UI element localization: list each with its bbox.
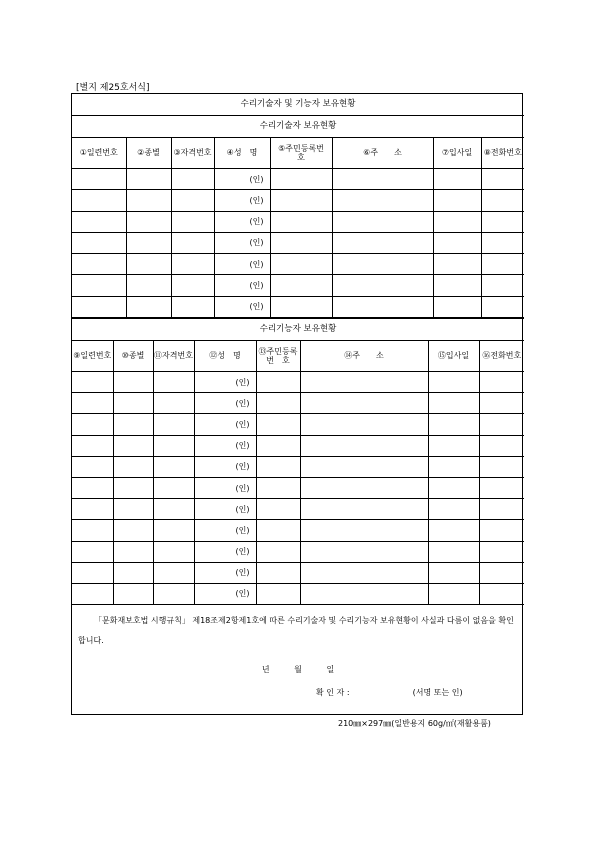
name-seal-cell[interactable]: (인) [214, 275, 270, 296]
table-cell[interactable] [332, 190, 433, 211]
table-cell[interactable] [72, 541, 113, 562]
table-cell[interactable] [171, 254, 214, 275]
technician_section-header-5: ⑤주민등록번 호 [270, 138, 332, 169]
table-cell[interactable] [479, 372, 524, 393]
table-cell[interactable] [332, 254, 433, 275]
name-seal-cell[interactable]: (인) [214, 254, 270, 275]
craftsman_section-header-4: ⑫성 명 [194, 341, 256, 372]
table-cell[interactable] [428, 499, 479, 520]
technician-table [72, 94, 524, 318]
table-cell[interactable] [481, 254, 524, 275]
table-cell[interactable] [256, 541, 300, 562]
confirmer-label: 확 인 자 : [316, 688, 350, 698]
table-cell[interactable] [72, 393, 113, 414]
table-row [72, 232, 524, 253]
name-seal-cell[interactable]: (인) [194, 562, 256, 583]
table-cell[interactable] [153, 541, 194, 562]
table-cell[interactable] [72, 414, 113, 435]
table-cell[interactable] [300, 478, 428, 499]
technician_section-header-1: ①일련번호 [72, 138, 126, 169]
table-cell[interactable] [113, 414, 153, 435]
table-cell[interactable] [479, 414, 524, 435]
table-cell[interactable] [126, 296, 171, 317]
table-cell[interactable] [153, 499, 194, 520]
table-row [72, 393, 524, 414]
table-row [72, 478, 524, 499]
table-cell[interactable] [481, 275, 524, 296]
form-container [71, 93, 523, 715]
table-cell[interactable] [428, 393, 479, 414]
technician_section-header-3: ③자격번호 [171, 138, 214, 169]
table-cell[interactable] [113, 541, 153, 562]
table-cell[interactable] [171, 296, 214, 317]
table-cell[interactable] [72, 520, 113, 541]
table-row [72, 169, 524, 190]
table-cell[interactable] [72, 372, 113, 393]
table-cell[interactable] [126, 275, 171, 296]
table-row [72, 211, 524, 232]
table-cell[interactable] [481, 296, 524, 317]
table-cell[interactable] [72, 456, 113, 477]
name-seal-cell[interactable]: (인) [214, 190, 270, 211]
table-cell[interactable] [72, 190, 126, 211]
table-cell[interactable] [300, 520, 428, 541]
table-cell[interactable] [256, 456, 300, 477]
paper-spec-footnote: 210㎜×297㎜(일반용지 60g/㎡(재활용품) [338, 719, 491, 728]
table-cell[interactable] [171, 211, 214, 232]
technician_section-header-8: ⑧전화번호 [481, 138, 524, 169]
name-seal-cell[interactable]: (인) [194, 456, 256, 477]
table-cell[interactable] [433, 275, 481, 296]
table-cell[interactable] [72, 478, 113, 499]
craftsman_section-header-3: ⑪자격번호 [153, 341, 194, 372]
table-cell[interactable] [479, 478, 524, 499]
craftsman_section-header-1: ⑨일련번호 [72, 341, 113, 372]
table-cell[interactable] [171, 275, 214, 296]
table-cell[interactable] [270, 190, 332, 211]
table-cell[interactable] [153, 435, 194, 456]
table-row [72, 435, 524, 456]
table-cell[interactable] [433, 169, 481, 190]
table-cell[interactable] [113, 435, 153, 456]
table-cell[interactable] [332, 296, 433, 317]
table-cell[interactable] [126, 232, 171, 253]
table-cell[interactable] [270, 232, 332, 253]
table-cell[interactable] [270, 254, 332, 275]
craftsman_section-header-5: ⑬주민등록번 호 [256, 341, 300, 372]
table-cell[interactable] [428, 456, 479, 477]
table-cell[interactable] [171, 169, 214, 190]
name-seal-cell[interactable]: (인) [194, 372, 256, 393]
name-seal-cell[interactable]: (인) [194, 541, 256, 562]
table-cell[interactable] [433, 296, 481, 317]
table-cell[interactable] [126, 169, 171, 190]
table-cell[interactable] [72, 435, 113, 456]
table-cell[interactable] [72, 254, 126, 275]
table-cell[interactable] [113, 478, 153, 499]
table-cell[interactable] [332, 169, 433, 190]
craftsman-table [72, 318, 524, 718]
table-cell[interactable] [270, 296, 332, 317]
table-cell[interactable] [126, 211, 171, 232]
craftsman_section-header-7: ⑮입사일 [428, 341, 479, 372]
confirmation-block [72, 605, 524, 719]
name-seal-cell[interactable]: (인) [214, 232, 270, 253]
table-cell[interactable] [113, 456, 153, 477]
table-cell[interactable] [433, 211, 481, 232]
form-title: 수리기술자 및 기능자 보유현황 [72, 94, 524, 116]
table-cell[interactable] [72, 583, 113, 604]
table-cell[interactable] [153, 414, 194, 435]
table-cell[interactable] [72, 211, 126, 232]
table-cell[interactable] [72, 232, 126, 253]
name-seal-cell[interactable]: (인) [194, 520, 256, 541]
table-cell[interactable] [72, 275, 126, 296]
craftsman_section-header-8: ⑯전화번호 [479, 341, 524, 372]
table-row [72, 254, 524, 275]
table-cell[interactable] [270, 211, 332, 232]
table-cell[interactable] [113, 520, 153, 541]
table-cell[interactable] [300, 435, 428, 456]
table-cell[interactable] [153, 478, 194, 499]
table-cell[interactable] [171, 190, 214, 211]
table-cell[interactable] [428, 562, 479, 583]
table-cell[interactable] [256, 414, 300, 435]
name-seal-cell[interactable]: (인) [194, 435, 256, 456]
confirmation-text: 「문화재보호법 시행규칙」 제18조제2항제1호에 따른 수리기술자 및 수리기능자 보유현황이 사실과 다름이 없음을 확인합니다. [78, 616, 514, 646]
table-cell[interactable] [479, 393, 524, 414]
name-seal-cell[interactable]: (인) [194, 414, 256, 435]
table-cell[interactable] [428, 583, 479, 604]
table-cell[interactable] [428, 435, 479, 456]
form-number-label: [별지 제25호서식] [76, 83, 150, 93]
table-cell[interactable] [300, 562, 428, 583]
table-cell[interactable] [256, 583, 300, 604]
table-cell[interactable] [270, 169, 332, 190]
table-cell[interactable] [428, 372, 479, 393]
table-cell[interactable] [479, 541, 524, 562]
table-cell[interactable] [428, 520, 479, 541]
table-cell[interactable] [300, 456, 428, 477]
technician_section-header-6: ⑥주 소 [332, 138, 433, 169]
table-row [72, 456, 524, 477]
table-cell[interactable] [113, 499, 153, 520]
table-cell[interactable] [428, 541, 479, 562]
signature-field[interactable]: (서명 또는 인) [412, 688, 463, 698]
technician-section-title: 수리기술자 보유현황 [72, 116, 524, 138]
table-cell[interactable] [72, 499, 113, 520]
table-cell[interactable] [270, 275, 332, 296]
table-cell[interactable] [153, 393, 194, 414]
table-cell[interactable] [113, 372, 153, 393]
name-seal-cell[interactable]: (인) [194, 583, 256, 604]
table-cell[interactable] [256, 372, 300, 393]
technician_section-header-2: ②종별 [126, 138, 171, 169]
table-cell[interactable] [153, 520, 194, 541]
technician_section-header-7: ⑦입사일 [433, 138, 481, 169]
table-cell[interactable] [332, 275, 433, 296]
craftsman-section-title: 수리기능자 보유현황 [72, 319, 524, 341]
table-cell[interactable] [300, 541, 428, 562]
table-cell[interactable] [433, 254, 481, 275]
table-row [72, 275, 524, 296]
table-cell[interactable] [300, 393, 428, 414]
table-cell[interactable] [72, 169, 126, 190]
table-cell[interactable] [153, 583, 194, 604]
table-cell[interactable] [153, 372, 194, 393]
table-cell[interactable] [433, 232, 481, 253]
table-cell[interactable] [481, 190, 524, 211]
table-cell[interactable] [481, 211, 524, 232]
table-cell[interactable] [332, 232, 433, 253]
table-row [72, 414, 524, 435]
name-seal-cell[interactable]: (인) [214, 211, 270, 232]
table-cell[interactable] [300, 414, 428, 435]
table-cell[interactable] [126, 254, 171, 275]
table-row [72, 541, 524, 562]
table-row [72, 562, 524, 583]
table-cell[interactable] [153, 456, 194, 477]
table-cell[interactable] [479, 499, 524, 520]
table-cell[interactable] [256, 393, 300, 414]
table-cell[interactable] [113, 562, 153, 583]
table-row [72, 520, 524, 541]
table-cell[interactable] [72, 562, 113, 583]
table-row [72, 372, 524, 393]
table-cell[interactable] [300, 372, 428, 393]
table-cell[interactable] [113, 583, 153, 604]
table-cell[interactable] [428, 414, 479, 435]
name-seal-cell[interactable]: (인) [214, 296, 270, 317]
table-cell[interactable] [126, 190, 171, 211]
table-row [72, 296, 524, 317]
table-cell[interactable] [479, 435, 524, 456]
table-cell[interactable] [300, 583, 428, 604]
table-cell[interactable] [256, 562, 300, 583]
craftsman_section-header-2: ⑩종별 [113, 341, 153, 372]
craftsman_section-header-6: ⑭주 소 [300, 341, 428, 372]
table-cell[interactable] [256, 520, 300, 541]
table-cell[interactable] [479, 520, 524, 541]
name-seal-cell[interactable]: (인) [214, 169, 270, 190]
table-cell[interactable] [479, 562, 524, 583]
date-line: 년 월 일 [261, 665, 335, 675]
table-cell[interactable] [433, 190, 481, 211]
name-seal-cell[interactable]: (인) [194, 393, 256, 414]
table-cell[interactable] [256, 435, 300, 456]
table-cell[interactable] [72, 296, 126, 317]
table-cell[interactable] [113, 393, 153, 414]
table-row [72, 190, 524, 211]
signature-line [72, 688, 524, 697]
table-cell[interactable] [300, 499, 428, 520]
table-cell[interactable] [171, 232, 214, 253]
table-cell[interactable] [481, 232, 524, 253]
table-cell[interactable] [479, 583, 524, 604]
table-row [72, 583, 524, 604]
name-seal-cell[interactable]: (인) [194, 499, 256, 520]
table-cell[interactable] [332, 211, 433, 232]
table-cell[interactable] [256, 499, 300, 520]
table-cell[interactable] [479, 456, 524, 477]
name-seal-cell[interactable]: (인) [194, 478, 256, 499]
table-cell[interactable] [481, 169, 524, 190]
technician_section-header-4: ④성 명 [214, 138, 270, 169]
table-cell[interactable] [428, 478, 479, 499]
table-cell[interactable] [153, 562, 194, 583]
table-cell[interactable] [256, 478, 300, 499]
table-row [72, 499, 524, 520]
